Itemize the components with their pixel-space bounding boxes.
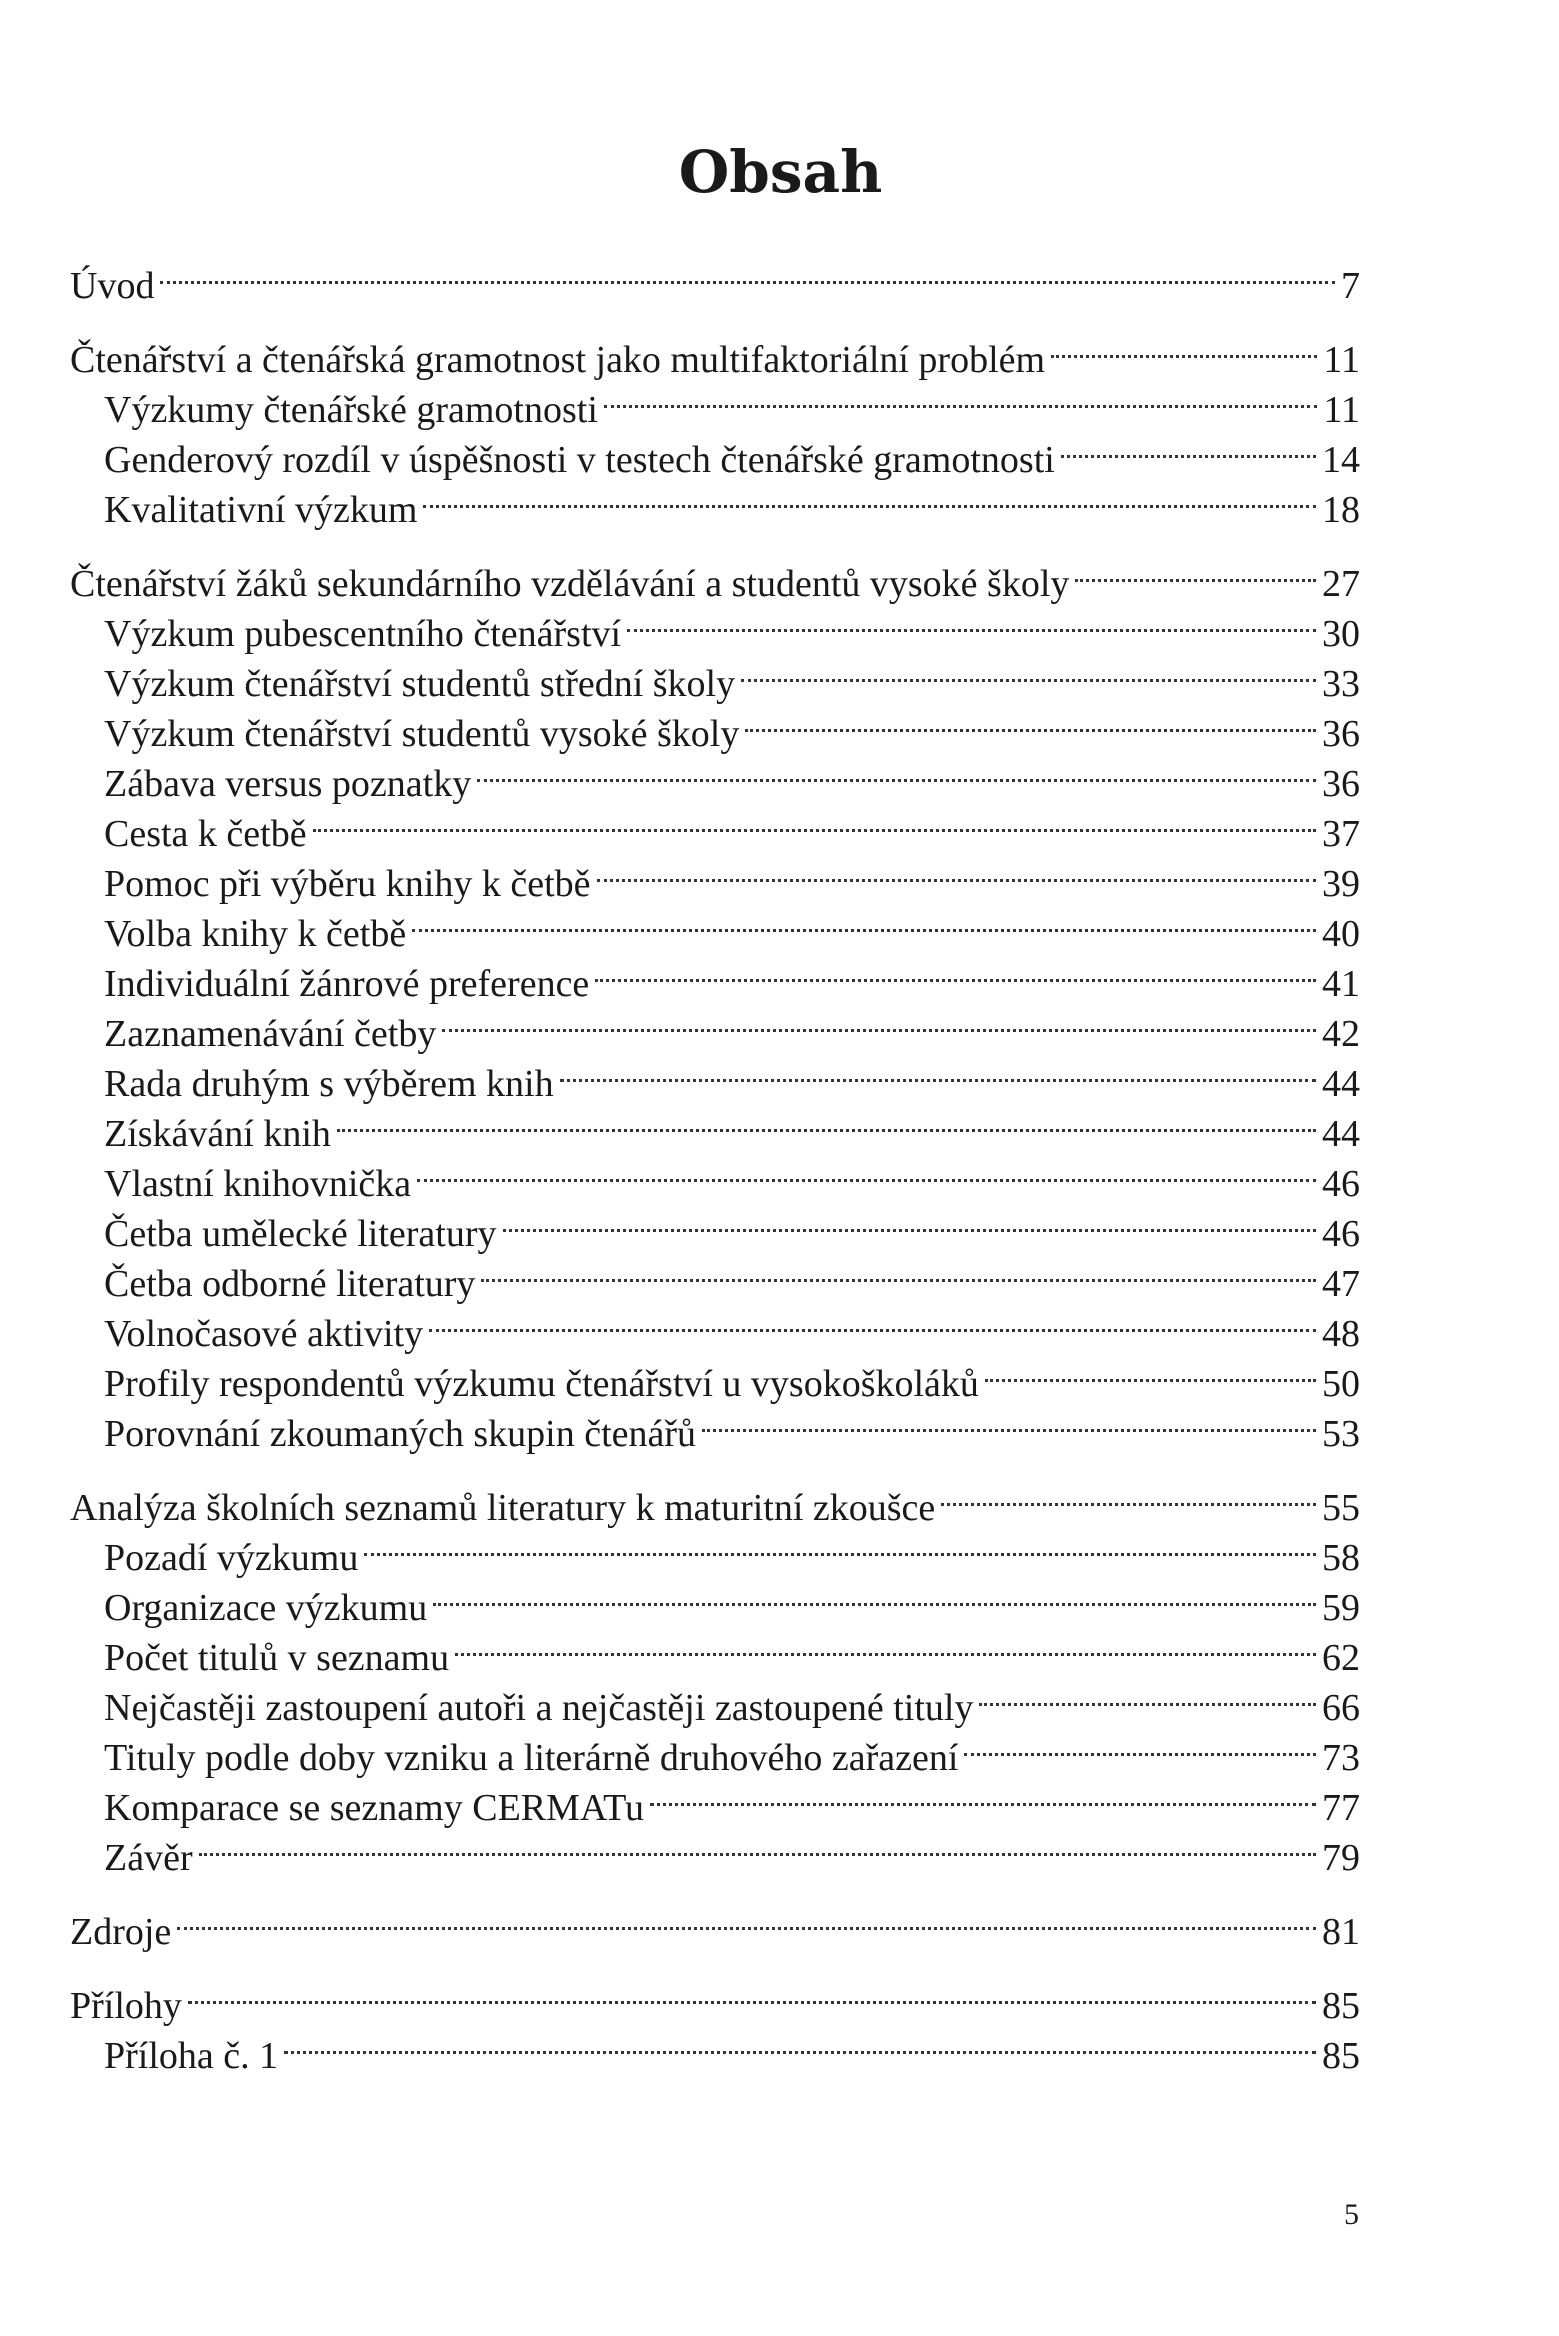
dot-leader <box>481 1246 1316 1296</box>
toc-chapter-entry <box>70 1894 1360 1953</box>
dot-leader <box>477 746 1316 796</box>
toc-entry-page-number: 85 <box>1322 2035 1360 2077</box>
toc-entry-title: Pomoc při výběru knihy k četbě <box>104 863 591 905</box>
toc-entry-page-number: 14 <box>1322 439 1360 481</box>
toc-entry-title: Tituly podle doby vzniku a literárně druhového zařazení <box>104 1737 959 1779</box>
dot-leader <box>985 1346 1316 1396</box>
toc-entry-title: Genderový rozdíl v úspěšnosti v testech čtenářské gramotnosti <box>104 439 1055 481</box>
toc-entry-title: Výzkum pubescentního čtenářství <box>104 613 622 655</box>
toc-entry-title: Zábava versus poznatky <box>104 763 472 805</box>
toc-entry-title: Četba umělecké literatury <box>104 1213 497 1255</box>
toc-entry-title: Výzkum čtenářství studentů vysoké školy <box>104 713 740 755</box>
toc-entry-title: Kvalitativní výzkum <box>104 489 418 531</box>
toc-entry-page-number: 66 <box>1322 1687 1360 1729</box>
toc-entry-title: Porovnání zkoumaných skupin čtenářů <box>104 1413 697 1455</box>
dot-leader <box>1061 422 1316 472</box>
toc-entry-title: Komparace se seznamy CERMATu <box>104 1787 645 1829</box>
dot-leader <box>455 1620 1316 1670</box>
toc-entry-page-number: 27 <box>1322 563 1360 605</box>
toc-entry-page-number: 58 <box>1322 1537 1360 1579</box>
dot-leader <box>417 1146 1316 1196</box>
dot-leader <box>1075 546 1316 596</box>
page-title: Obsah <box>678 138 883 206</box>
dot-leader <box>433 1570 1316 1620</box>
dot-leader <box>650 1770 1316 1820</box>
toc-entry-page-number: 44 <box>1322 1063 1360 1105</box>
toc-entry-title: Organizace výzkumu <box>104 1587 428 1629</box>
toc-entry-page-number: 46 <box>1322 1213 1360 1255</box>
toc-entry-page-number: 37 <box>1322 813 1360 855</box>
table-of-contents <box>70 248 1360 2077</box>
dot-leader <box>1051 322 1317 372</box>
dot-leader <box>284 2018 1316 2068</box>
dot-leader <box>745 696 1316 746</box>
toc-entry-page-number: 36 <box>1322 713 1360 755</box>
toc-entry-page-number: 42 <box>1322 1013 1360 1055</box>
toc-entry-page-number: 30 <box>1322 613 1360 655</box>
toc-entry-title: Přílohy <box>70 1985 182 2027</box>
toc-section-entry <box>70 1820 1360 1879</box>
toc-entry-page-number: 44 <box>1322 1113 1360 1155</box>
toc-chapter-entry <box>70 1968 1360 2027</box>
toc-entry-title: Získávání knih <box>104 1113 331 1155</box>
toc-entry-page-number: 18 <box>1322 489 1360 531</box>
dot-leader <box>177 1894 1316 1944</box>
toc-entry-page-number: 81 <box>1322 1911 1360 1953</box>
dot-leader <box>160 248 1335 298</box>
toc-entry-page-number: 47 <box>1322 1263 1360 1305</box>
toc-entry-title: Vlastní knihovnička <box>104 1163 412 1205</box>
toc-entry-title: Úvod <box>70 265 155 307</box>
toc-entry-title: Zdroje <box>70 1911 172 1953</box>
toc-chapter-entry <box>70 1470 1360 1529</box>
toc-entry-title: Individuální žánrové preference <box>104 963 590 1005</box>
dot-leader <box>188 1968 1316 2018</box>
toc-entry-page-number: 50 <box>1322 1363 1360 1405</box>
toc-entry-title: Nejčastěji zastoupení autoři a nejčastěji zastoupené tituly <box>104 1687 974 1729</box>
dot-leader <box>429 1296 1316 1346</box>
toc-chapter-entry <box>70 322 1360 381</box>
toc-entry-title: Počet titulů v seznamu <box>104 1637 450 1679</box>
dot-leader <box>337 1096 1316 1146</box>
toc-entry-page-number: 79 <box>1322 1837 1360 1879</box>
toc-chapter-entry <box>70 248 1360 307</box>
dot-leader <box>979 1670 1316 1720</box>
dot-leader <box>702 1396 1316 1446</box>
dot-leader <box>313 796 1316 846</box>
toc-entry-title: Cesta k četbě <box>104 813 307 855</box>
toc-entry-page-number: 85 <box>1322 1985 1360 2027</box>
toc-entry-page-number: 55 <box>1322 1487 1360 1529</box>
toc-entry-title: Výzkumy čtenářské gramotnosti <box>104 389 598 431</box>
dot-leader <box>741 646 1316 696</box>
dot-leader <box>364 1520 1316 1570</box>
toc-entry-page-number: 40 <box>1322 913 1360 955</box>
toc-entry-page-number: 73 <box>1322 1737 1360 1779</box>
toc-entry-page-number: 59 <box>1322 1587 1360 1629</box>
toc-entry-page-number: 36 <box>1322 763 1360 805</box>
toc-entry-page-number: 62 <box>1322 1637 1360 1679</box>
dot-leader <box>199 1820 1316 1870</box>
toc-entry-page-number: 46 <box>1322 1163 1360 1205</box>
toc-entry-title: Závěr <box>104 1837 193 1879</box>
dot-leader <box>964 1720 1316 1770</box>
page-number: 5 <box>1344 2198 1359 2231</box>
toc-entry-title: Rada druhým s výběrem knih <box>104 1063 554 1105</box>
dot-leader <box>604 372 1318 422</box>
toc-entry-title: Volba knihy k četbě <box>104 913 407 955</box>
toc-entry-page-number: 33 <box>1322 663 1360 705</box>
toc-entry-title: Čtenářství žáků sekundárního vzdělávání a studentů vysoké školy <box>70 563 1070 605</box>
toc-chapter-entry <box>70 546 1360 605</box>
dot-leader <box>423 472 1316 522</box>
toc-entry-title: Zaznamenávání četby <box>104 1013 437 1055</box>
toc-entry-page-number: 77 <box>1322 1787 1360 1829</box>
toc-entry-title: Příloha č. 1 <box>104 2035 279 2077</box>
dot-leader <box>412 896 1316 946</box>
toc-entry-page-number: 7 <box>1341 265 1360 307</box>
toc-entry-page-number: 48 <box>1322 1313 1360 1355</box>
dot-leader <box>597 846 1316 896</box>
dot-leader <box>560 1046 1316 1096</box>
dot-leader <box>595 946 1316 996</box>
toc-entry-page-number: 11 <box>1323 389 1360 431</box>
toc-entry-page-number: 53 <box>1322 1413 1360 1455</box>
toc-entry-title: Profily respondentů výzkumu čtenářství u vysokoškoláků <box>104 1363 979 1405</box>
dot-leader <box>627 596 1316 646</box>
dot-leader <box>442 996 1316 1046</box>
toc-entry-title: Volnočasové aktivity <box>104 1313 424 1355</box>
toc-entry-title: Výzkum čtenářství studentů střední školy <box>104 663 736 705</box>
toc-section-entry <box>70 2018 1360 2077</box>
toc-entry-page-number: 39 <box>1322 863 1360 905</box>
toc-entry-title: Četba odborné literatury <box>104 1263 476 1305</box>
toc-entry-page-number: 11 <box>1323 339 1360 381</box>
dot-leader <box>503 1196 1317 1246</box>
toc-entry-title: Analýza školních seznamů literatury k maturitní zkoušce <box>70 1487 936 1529</box>
toc-entry-title: Čtenářství a čtenářská gramotnost jako multifaktoriální problém <box>70 339 1046 381</box>
toc-entry-page-number: 41 <box>1322 963 1360 1005</box>
toc-entry-title: Pozadí výzkumu <box>104 1537 359 1579</box>
dot-leader <box>941 1470 1316 1520</box>
